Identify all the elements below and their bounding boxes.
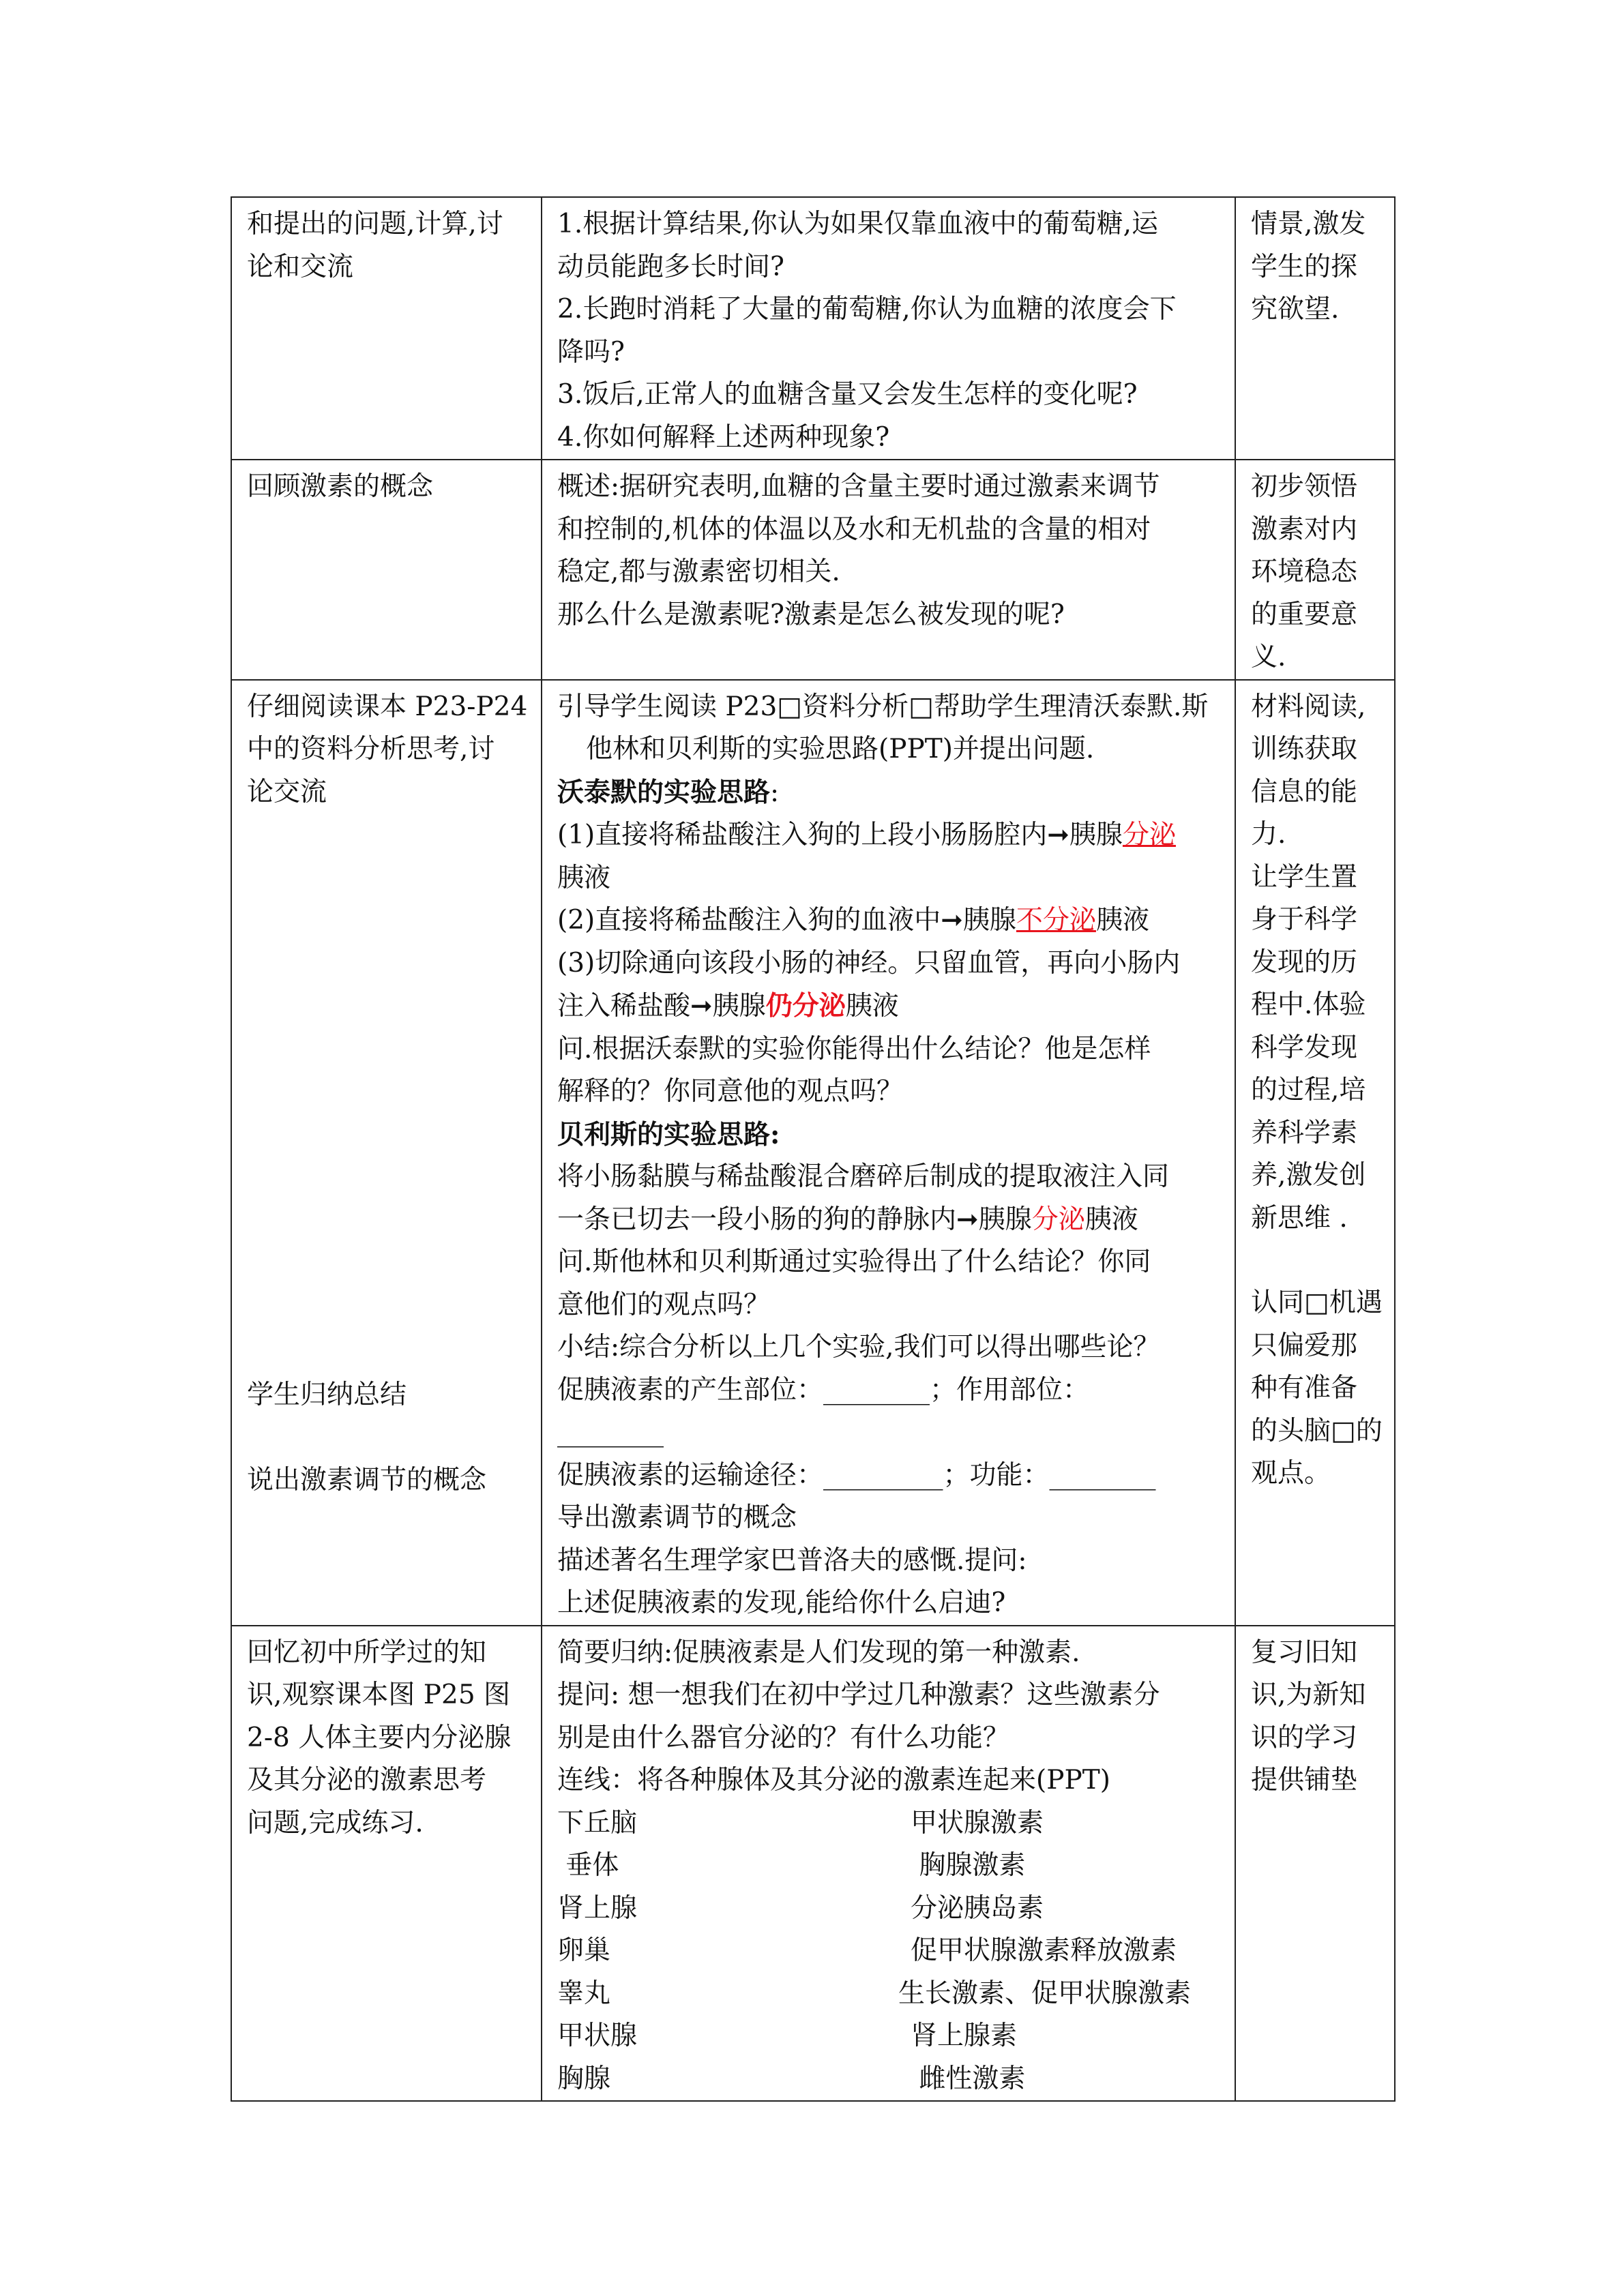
fill-blank: _________: [823, 1459, 943, 1491]
cell-line: 初步领悟: [1251, 471, 1358, 502]
cell-line: 仔细阅读课本 P23-P24: [247, 691, 528, 722]
hormone-item: 甲状腺激素: [911, 1807, 1044, 1838]
cell-line: 种有准备: [1251, 1373, 1358, 1403]
experiment-3: [557, 985, 1224, 1028]
student-activity-cell: [231, 1626, 542, 2102]
heading-colon: :: [770, 777, 780, 808]
cell-line: 概述:据研究表明,血糖的含量主要时通过激素来调节: [557, 471, 1160, 502]
cell-line: 论交流: [247, 776, 327, 807]
cell-line: 他林和贝利斯的实验思路(PPT)并提出问题.: [586, 734, 1095, 764]
cell-line: 观点。: [1251, 1458, 1331, 1489]
cell-line: 2.长跑时消耗了大量的葡萄糖,你认为血糖的浓度会下: [557, 294, 1177, 325]
table-row: [231, 680, 1395, 1626]
exp3-text: 注入稀盐酸➞胰腺: [557, 991, 766, 1022]
matching-pair: [557, 1930, 1224, 1973]
cell-line: 连线：将各种腺体及其分泌的激素连起来(PPT): [557, 1765, 1110, 1795]
cell-line: 新思维 .: [1251, 1202, 1348, 1234]
fill-label: 促胰液素的产生部位：: [557, 1374, 824, 1405]
gland-item: 下丘脑: [557, 1807, 638, 1838]
fill-blank: ________: [1049, 1459, 1156, 1491]
cell-line: 回顾激素的概念: [247, 471, 434, 502]
cell-line: 解释的？你同意他的观点吗？: [557, 1076, 904, 1107]
matching-pair: [557, 2015, 1224, 2058]
cell-line: 学生的探: [1251, 251, 1358, 282]
cell-line: 只偏爱那: [1251, 1330, 1358, 1361]
cell-line: 胰液: [557, 862, 611, 893]
teacher-activity-cell: [542, 460, 1235, 680]
exp2-tail: 胰液: [1095, 905, 1149, 936]
cell-line: 描述著名生理学家巴普洛夫的感慨.提问:: [557, 1545, 1027, 1576]
design-intent-cell: [1235, 680, 1395, 1626]
matching-pair: [557, 1845, 1224, 1888]
cell-line: 上述促胰液素的发现,能给你什么启迪?: [557, 1587, 1006, 1618]
hormone-item: 胸腺激素: [911, 1850, 1026, 1881]
cell-line: 别是由什么器官分泌的？有什么功能？: [557, 1722, 1010, 1753]
design-intent-cell: [1235, 460, 1395, 680]
cell-line: 小结:综合分析以上几个实验,我们可以得出哪些论？: [557, 1332, 1160, 1362]
cell-line: 1.根据计算结果,你认为如果仅靠血液中的葡萄糖,运: [557, 209, 1159, 239]
cell-line: 稳定,都与激素密切相关.: [557, 556, 840, 587]
teacher-activity-cell: [542, 197, 1235, 460]
matching-pair: [557, 1973, 1224, 2016]
cell-line: 问.根据沃泰默的实验你能得出什么结论？他是怎样: [557, 1033, 1151, 1064]
exp1-text: (1)直接将稀盐酸注入狗的上段小肠肠腔内➞胰腺: [557, 820, 1123, 850]
cell-line: 和控制的,机体的体温以及水和无机盐的含量的相对: [557, 513, 1151, 545]
cell-line: 3.饭后,正常人的血糖含量又会发生怎样的变化呢?: [557, 379, 1138, 410]
bayliss-experiment: [557, 1199, 1224, 1242]
fill-label: ；作用部位：: [930, 1374, 1090, 1405]
matching-pair: [557, 1802, 1224, 1845]
cell-line: 的重要意: [1251, 599, 1358, 630]
exp3-tail: 胰液: [845, 991, 899, 1022]
cell-line: 那么什么是激素呢?激素是怎么被发现的呢?: [557, 599, 1065, 630]
cell-line: 力.: [1251, 819, 1286, 850]
cell-line: 认同□机遇: [1251, 1287, 1383, 1318]
cell-line: 环境稳态: [1251, 556, 1358, 587]
teacher-activity-cell: [542, 680, 1235, 1626]
fill-label: 促胰液素的运输途径：: [557, 1459, 824, 1491]
bayliss-highlight: 分泌: [1031, 1204, 1085, 1235]
cell-line: 养,激发创: [1251, 1160, 1366, 1191]
hormone-item: 雌性激素: [911, 2063, 1026, 2094]
cell-line: 情景,激发: [1251, 209, 1366, 239]
student-activity-cell: [231, 197, 542, 460]
cell-line: 意他们的观点吗？: [557, 1289, 771, 1320]
cell-line: 说出激素调节的概念: [247, 1464, 487, 1495]
exp2-highlight: 不分泌: [1016, 905, 1096, 936]
woltmer-heading-line: [557, 771, 1224, 815]
hormone-item: 生长激素、促甲状腺激素: [898, 1978, 1192, 2009]
cell-line: 发现的历: [1251, 946, 1358, 978]
design-intent-cell: [1235, 197, 1395, 460]
experiment-1: [557, 814, 1224, 857]
cell-line: 问题,完成练习.: [247, 1807, 424, 1838]
bayliss-tail: 胰液: [1084, 1204, 1138, 1235]
cell-line: 义.: [1251, 642, 1286, 672]
cell-line: 养科学素: [1251, 1117, 1358, 1148]
student-activity-cell: [231, 460, 542, 680]
cell-line: 学生归纳总结: [247, 1380, 407, 1410]
fill-blank: ________: [823, 1374, 930, 1405]
experiment-2: [557, 899, 1224, 942]
cell-line: 将小肠黏膜与稀盐酸混合磨碎后制成的提取液注入同: [557, 1161, 1170, 1192]
cell-line: 2-8 人体主要内分泌腺: [247, 1722, 512, 1753]
design-intent-cell: [1235, 1626, 1395, 2102]
fill-blank: ________: [557, 1417, 664, 1448]
exp1-highlight: 分泌: [1122, 820, 1176, 850]
woltmer-heading: 沃泰默的实验思路: [557, 776, 771, 808]
cell-line: 简要归纳:促胰液素是人们发现的第一种激素.: [557, 1637, 1080, 1668]
cell-line: 训练获取: [1251, 734, 1358, 764]
gland-item: 垂体: [557, 1850, 619, 1881]
cell-line: 问.斯他林和贝利斯通过实验得出了什么结论？你同: [557, 1247, 1151, 1277]
cell-line: 回忆初中所学过的知: [247, 1637, 487, 1668]
fill-blank-line-2: [557, 1455, 1224, 1497]
hormone-item: 促甲状腺激素释放激素: [911, 1935, 1177, 1966]
cell-line: 程中.体验: [1251, 989, 1366, 1020]
cell-line: 提问: 想一想我们在初中学过几种激素？这些激素分: [557, 1680, 1160, 1710]
exp3-highlight: 仍分泌: [765, 990, 846, 1022]
bayliss-text: 一条已切去一段小肠的狗的静脉内➞胰腺: [557, 1204, 1032, 1235]
cell-line: 识,观察课本图 P25 图: [247, 1680, 511, 1710]
gland-item: 胸腺: [557, 2063, 611, 2094]
cell-line: 动员能跑多长时间?: [557, 251, 784, 282]
cell-line: 论和交流: [247, 251, 354, 282]
cell-line: 中的资料分析思考,讨: [247, 734, 495, 764]
cell-line: 4.你如何解释上述两种现象?: [557, 421, 890, 453]
gland-item: 睾丸: [557, 1978, 611, 2009]
hormone-item: 分泌胰岛素: [911, 1892, 1044, 1924]
hormone-item: 肾上腺素: [911, 2021, 1018, 2051]
bayliss-heading: 贝利斯的实验思路:: [557, 1118, 780, 1150]
table-row: [231, 460, 1395, 680]
gland-item: 肾上腺: [557, 1892, 638, 1924]
exp2-text: (2)直接将稀盐酸注入狗的血液中➞胰腺: [557, 905, 1016, 936]
cell-line: 识,为新知: [1251, 1680, 1366, 1710]
cell-line: 引导学生阅读 P23□资料分析□帮助学生理清沃泰默.斯: [557, 691, 1209, 722]
cell-line: 的过程,培: [1251, 1075, 1366, 1105]
fill-label: ；功能：: [943, 1459, 1050, 1491]
matching-pair: [557, 1888, 1224, 1930]
lesson-plan-table: [231, 196, 1396, 2102]
table-row: [231, 197, 1395, 460]
cell-line: 的头脑□的: [1251, 1415, 1383, 1446]
cell-line: 导出激素调节的概念: [557, 1502, 797, 1533]
cell-line: 科学发现: [1251, 1032, 1358, 1063]
gland-item: 甲状腺: [557, 2021, 638, 2051]
matching-pair: [557, 2058, 1224, 2101]
cell-line: 复习旧知: [1251, 1637, 1358, 1668]
cell-line: 降吗?: [557, 336, 625, 368]
cell-line: 让学生置: [1251, 861, 1358, 893]
gland-item: 卵巢: [557, 1935, 611, 1966]
fill-blank-line-1: [557, 1369, 1224, 1412]
cell-line: 及其分泌的激素思考: [247, 1765, 487, 1795]
cell-line: 材料阅读,: [1251, 691, 1366, 722]
cell-line: 提供铺垫: [1251, 1765, 1358, 1795]
cell-line: 究欲望.: [1251, 294, 1340, 325]
teacher-activity-cell: [542, 1626, 1235, 2102]
cell-line: 激素对内: [1251, 513, 1358, 545]
cell-line: 和提出的问题,计算,讨: [247, 209, 503, 239]
cell-line: (3)切除通向该段小肠的神经。只留血管，再向小肠内: [557, 947, 1181, 979]
cell-line: 身于科学: [1251, 904, 1358, 935]
cell-line: 识的学习: [1251, 1722, 1358, 1753]
table-row: [231, 1626, 1395, 2102]
cell-line: 信息的能: [1251, 776, 1358, 807]
student-activity-cell: [231, 680, 542, 1626]
